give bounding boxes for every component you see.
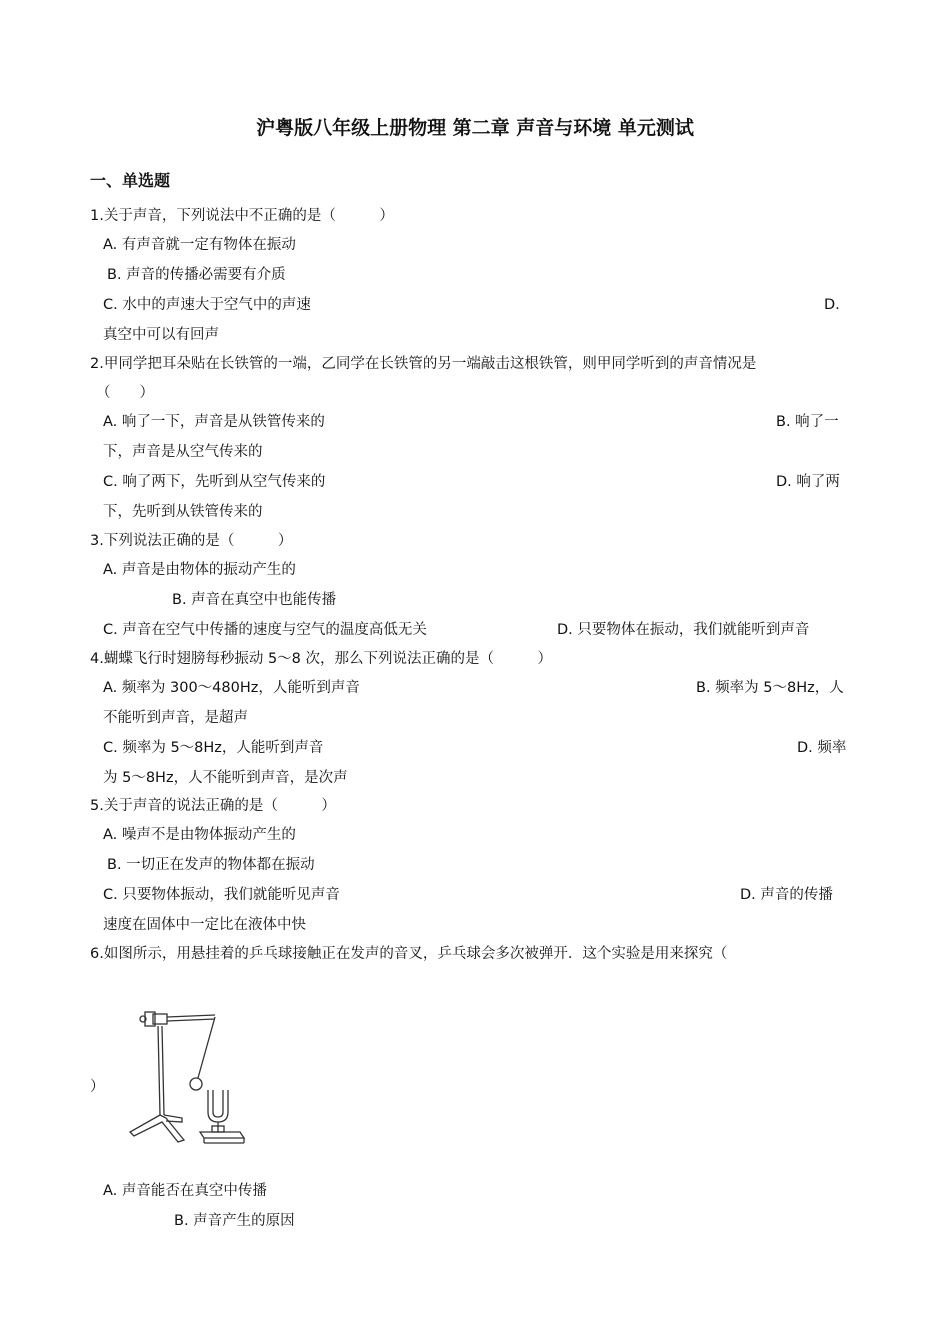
q5-option-a: A. 噪声不是由物体振动产生的 (103, 827, 296, 843)
q2-option-b-head: B. 响了一 (776, 414, 839, 430)
q1-option-d-label: D. (824, 297, 840, 313)
q5-option-c: C. 只要物体振动，我们就能听见声音 (103, 887, 340, 903)
q3-option-b: B. 声音在真空中也能传播 (172, 592, 337, 608)
q3-stem: 3.下列说法正确的是（ ） (90, 533, 293, 549)
q3-option-c: C. 声音在空气中传播的速度与空气的温度高低无关 (103, 622, 427, 638)
q1-option-a: A. 有声音就一定有物体在振动 (103, 237, 296, 253)
tuning-fork-figure (120, 1000, 270, 1150)
section-heading: 一、单选题 (90, 171, 171, 190)
q4-option-d-tail: 为 5～8Hz，人不能听到声音，是次声 (103, 770, 348, 786)
q4-stem: 4.蝴蝶飞行时翅膀每秒振动 5～8 次，那么下列说法正确的是（ ） (90, 651, 553, 667)
q2-stem: 2.甲同学把耳朵贴在长铁管的一端，乙同学在长铁管的另一端敲击这根铁管，则甲同学听到的声音情况是 (90, 356, 757, 372)
q6-stem-close: ） (90, 1079, 105, 1095)
q5-option-d-tail: 速度在固体中一定比在液体中快 (103, 917, 306, 933)
q2-option-c: C. 响了两下，先听到从空气传来的 (103, 474, 326, 490)
q1-option-c: C. 水中的声速大于空气中的声速 (103, 297, 311, 313)
q2-option-a: A. 响了一下，声音是从铁管传来的 (103, 414, 325, 430)
q6-option-a: A. 声音能否在真空中传播 (103, 1183, 267, 1199)
stand-drawing (130, 1012, 215, 1142)
q1-option-b: B. 声音的传播必需要有介质 (107, 267, 286, 283)
q1-stem: 1.关于声音，下列说法中不正确的是（ ） (90, 208, 394, 224)
q3-option-a: A. 声音是由物体的振动产生的 (103, 562, 296, 578)
q2-option-b-tail: 下，声音是从空气传来的 (103, 444, 263, 460)
q1-option-d-text: 真空中可以有回声 (103, 327, 219, 343)
page-title: 沪粤版八年级上册物理 第二章 声音与环境 单元测试 (256, 117, 694, 139)
q4-option-a: A. 频率为 300～480Hz，人能听到声音 (103, 680, 360, 696)
q6-stem: 6.如图所示，用悬挂着的乒乓球接触正在发声的音叉，乒乓球会多次被弹开．这个实验是用来探究（ (90, 946, 728, 962)
tuning-fork-drawing (200, 1090, 244, 1143)
q5-stem: 5.关于声音的说法正确的是（ ） (90, 798, 336, 814)
q4-option-b-head: B. 频率为 5～8Hz，人 (696, 680, 844, 696)
q5-option-b: B. 一切正在发声的物体都在振动 (107, 857, 315, 873)
pendulum-drawing (190, 1017, 215, 1090)
q2-option-d-tail: 下，先听到从铁管传来的 (103, 504, 263, 520)
q4-option-d-head: D. 频率 (797, 740, 847, 756)
q6-option-b: B. 声音产生的原因 (174, 1213, 295, 1229)
q5-option-d-head: D. 声音的传播 (740, 887, 833, 903)
q4-option-c: C. 频率为 5～8Hz，人能听到声音 (103, 740, 324, 756)
q2-stem-paren: （ ） (96, 385, 154, 401)
q4-option-b-tail: 不能听到声音，是超声 (103, 710, 248, 726)
q2-option-d-head: D. 响了两 (776, 474, 840, 490)
q3-option-d: D. 只要物体在振动，我们就能听到声音 (557, 622, 810, 638)
